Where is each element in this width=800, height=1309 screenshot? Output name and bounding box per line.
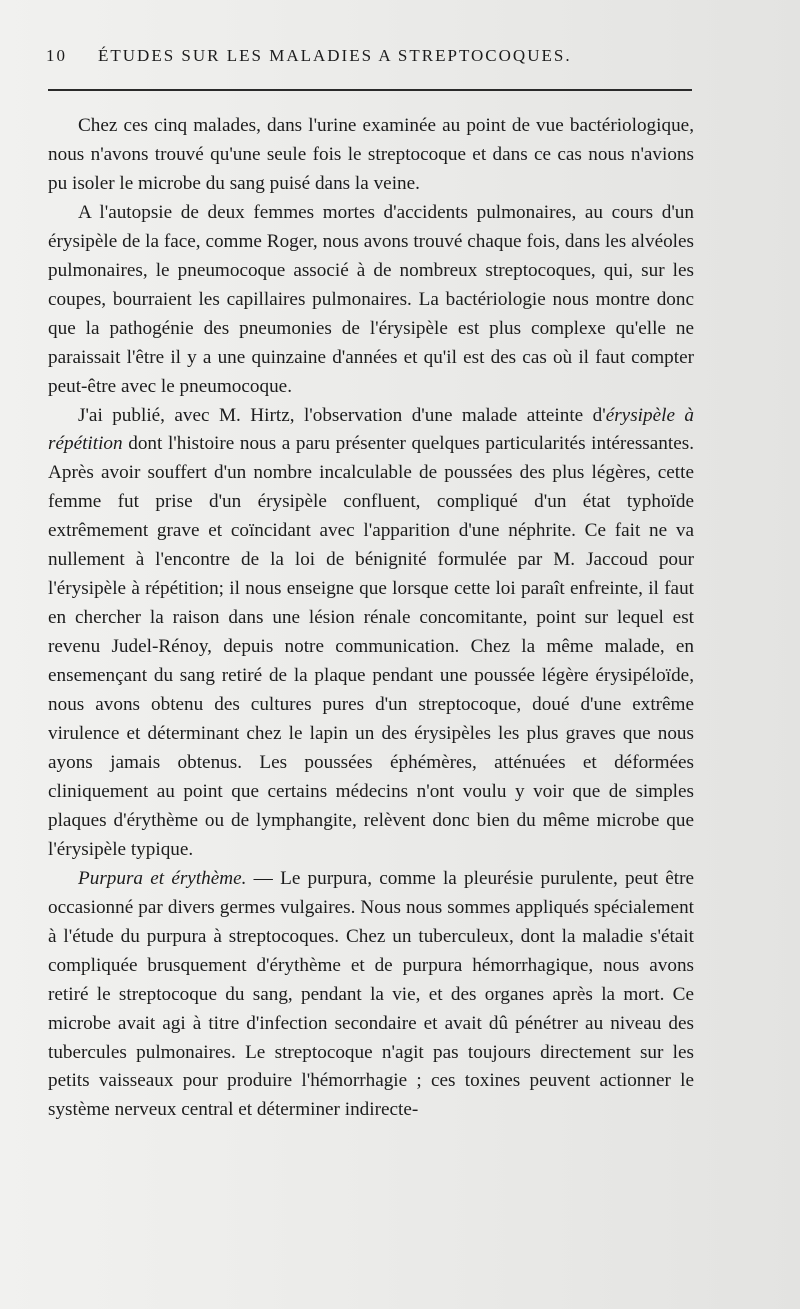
paragraph-urine: Chez ces cinq malades, dans l'urine examinée au point de vue bactériologique, nous n'avons trouvé qu'une seule fois le streptocoque et dans ce cas nous n'avions pu isoler le microbe du sang puisé dans la veine. bbox=[48, 115, 694, 194]
paragraph-autopsy: A l'autopsie de deux femmes mortes d'accidents pulmonaires, au cours d'un érysipèle de la face, comme Roger, nous avons trouvé chaque fois, dans les alvéoles pulmonaires, le pneumocoque associé à de nombreux streptocoques, qui, sur les coupes, bourraient les capillaires pulmonaires. La bactériologie nous montre donc que la pathogénie des pneumonies de l'érysipèle est plus complexe qu'elle ne paraissait l'être il y a une quinzaine d'années et qu'il est des cas où il faut compter peut-être avec le pneumocoque. bbox=[48, 201, 694, 397]
paragraph-text: J'ai publié, avec M. Hirtz, l'observation d'une malade atteinte d' bbox=[78, 404, 606, 426]
page-number: 10 bbox=[46, 46, 67, 65]
section-run-in-heading: Purpura et érythème. bbox=[78, 867, 247, 889]
running-header bbox=[46, 46, 686, 66]
paragraph-text: dont l'histoire nous a paru présenter quelques particularités intéressantes. Après avoir souffert d'un nombre incalculable de poussées des plus légères, cette femme fut prise d'un érysipèle confluent, compliqué d'un état typhoïde extrêmement grave et coïncidant avec l'apparition d'une néphrite. Ce fait ne va nullement à l'encontre de la loi de bénignité formulée par M. Jaccoud pour l'érysipèle à répétition; il nous enseigne que lorsque cette loi paraît enfreinte, il faut en chercher la raison dans une lésion rénale concomitante, point sur lequel est revenu Judel-Rénoy, depuis notre communication. Chez la même malade, en ensemençant du sang retiré de la plaque pendant une poussée légère érysipéloïde, nous avons obtenu des cultures pures d'un streptocoque, doué d'une extrême virulence et déterminant chez le lapin un des érysipèles les plus graves que nous ayons jamais obtenus. Les poussées éphémères, atténuées et déformées cliniquement au point que certains médecins n'ont voulu y voir que de simples plaques d'érythème ou de lymphangite, relèvent donc bien du même microbe que l'érysipèle typique. bbox=[48, 433, 694, 860]
paragraph-recurrent-erysipelas bbox=[48, 402, 694, 865]
paragraph-text: — Le purpura, comme la pleurésie purulente, peut être occasionné par divers germes vulgaires. Nous nous sommes appliqués spécialement à l'étude du purpura à streptocoques. Chez un tuberculeux, dont la maladie s'était compliquée brusquement d'érythème et de purpura hémorrhagique, nous avons retiré le streptocoque du sang, pendant la vie, et des organes après la mort. Ce microbe avait agi à titre d'infection secondaire et avait dû pénétrer au niveau des tubercules pulmonaires. Le streptocoque n'agit pas toujours directement sur les petits vaisseaux pour produire l'hémorrhagie ; ces toxines peuvent actionner le système nerveux central et déterminer indirecte- bbox=[48, 867, 694, 1121]
header-rule bbox=[48, 89, 692, 91]
paragraph-purpura bbox=[48, 865, 694, 1126]
running-title: ÉTUDES SUR LES MALADIES A STREPTOCOQUES. bbox=[98, 46, 572, 65]
italic-term: érysipèle à répétition bbox=[48, 404, 694, 455]
body-text bbox=[48, 112, 694, 1125]
